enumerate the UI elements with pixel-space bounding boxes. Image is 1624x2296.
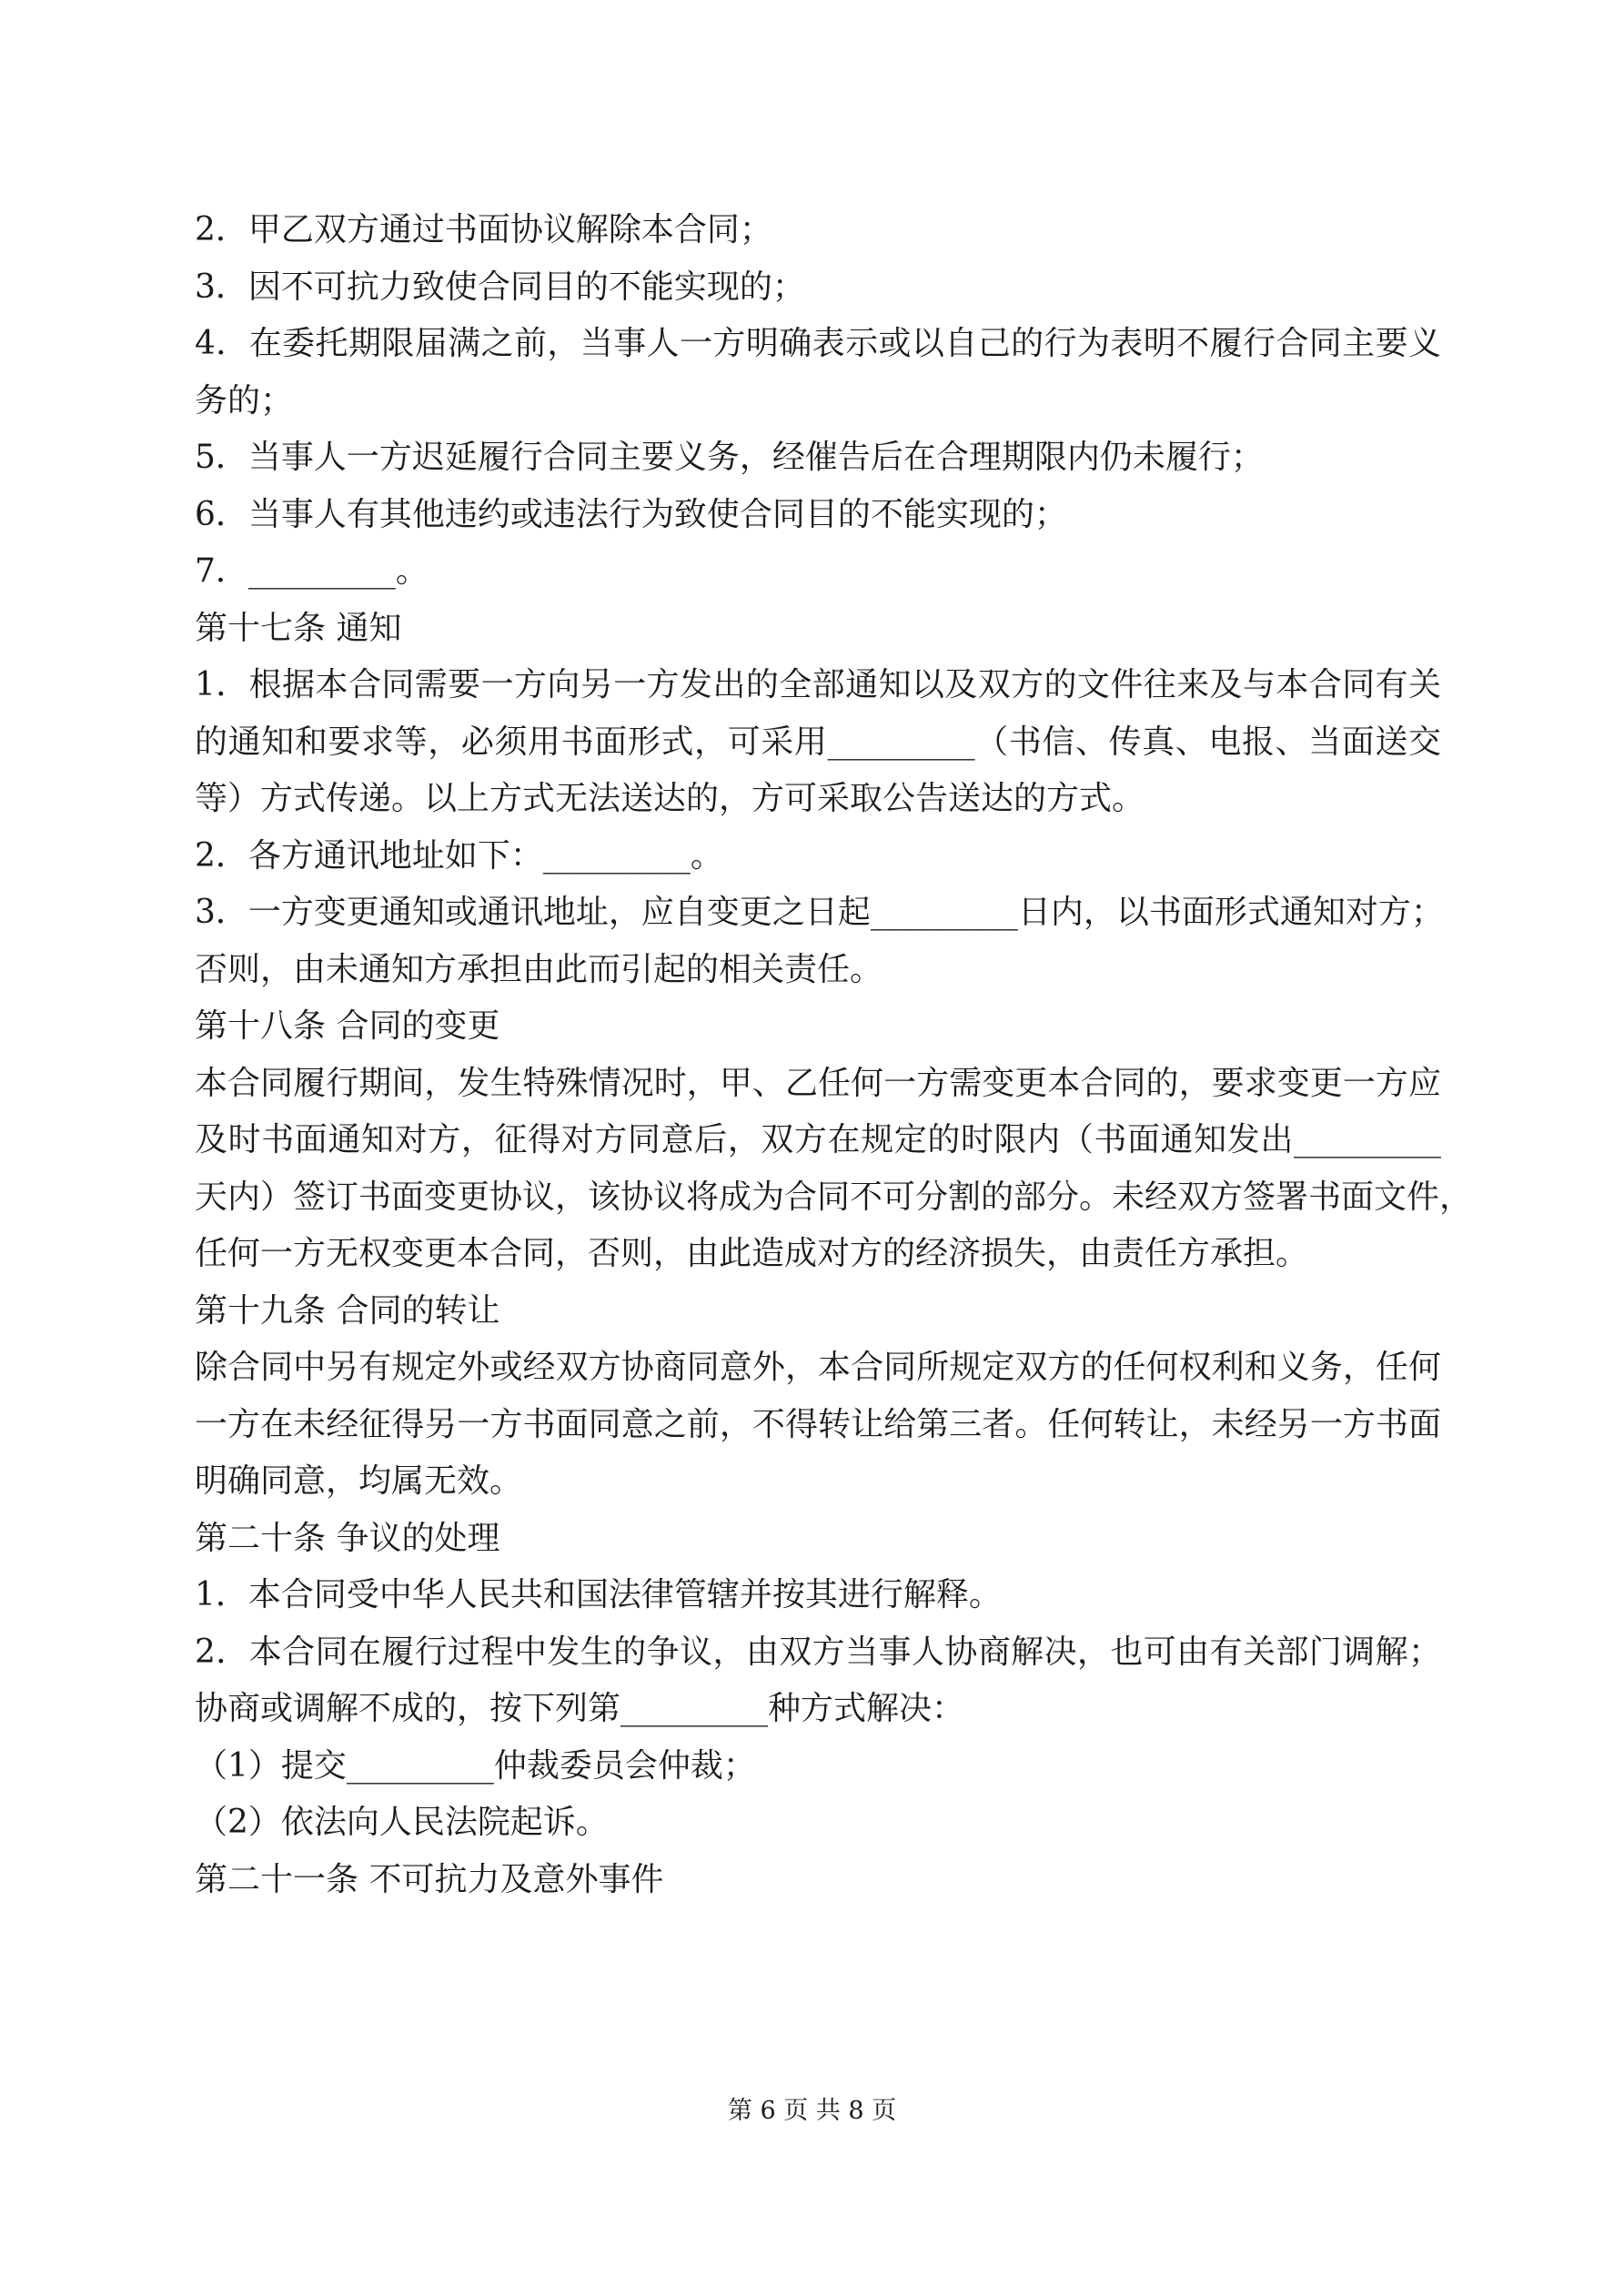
clause-line: （1）提交_________仲裁委员会仲裁；	[195, 1746, 756, 1785]
clause-line: 等）方式传递。以上方式无法送达的，方可采取公告送达的方式。	[195, 780, 1145, 817]
clause-line: 及时书面通知对方，征得对方同意后，双方在规定的时限内（书面通知发出_________	[195, 1121, 1441, 1158]
clause-line: 4．在委托期限届满之前，当事人一方明确表示或以自己的行为表明不履行合同主要义	[195, 325, 1441, 362]
clause-line: 3．因不可抗力致使合同目的不能实现的；	[195, 268, 805, 306]
section-heading: 第十九条 合同的转让	[195, 1291, 500, 1330]
clause-line: 本合同履行期间，发生特殊情况时，甲、乙任何一方需变更本合同的，要求变更一方应	[195, 1064, 1441, 1102]
clause-line: 否则，由未通知方承担由此而引起的相关责任。	[195, 950, 883, 988]
clause-line: 任何一方无权变更本合同，否则，由此造成对方的经济损失，由责任方承担。	[195, 1235, 1309, 1272]
page-number-footer: 第 6 页 共 8 页	[727, 2097, 897, 2125]
clause-line: 天内）签订书面变更协议，该协议将成为合同不可分割的部分。未经双方签署书面文件，	[195, 1178, 1473, 1216]
clause-line: 除合同中另有规定外或经双方协商同意外，本合同所规定双方的任何权利和义务，任何	[195, 1349, 1441, 1386]
clause-line: 协商或调解不成的，按下列第_________种方式解决：	[195, 1690, 965, 1727]
clause-line: 2．甲乙双方通过书面协议解除本合同；	[195, 211, 772, 248]
clause-line: 2．本合同在履行过程中发生的争议，由双方当事人协商解决，也可由有关部门调解；	[195, 1633, 1441, 1671]
section-heading: 第二十一条 不可抗力及意外事件	[195, 1860, 664, 1898]
section-heading: 第二十条 争议的处理	[195, 1519, 500, 1557]
clause-line: 明确同意，均属无效。	[195, 1462, 523, 1500]
section-heading: 第十八条 合同的变更	[195, 1007, 500, 1045]
clause-line: 务的；	[195, 381, 294, 420]
clause-line: 7．_________。	[195, 552, 429, 590]
clause-line: 2．各方通讯地址如下：_________。	[195, 836, 723, 875]
clause-line: （2）依法向人民法院起诉。	[195, 1804, 609, 1841]
clause-line: 3．一方变更通知或通讯地址，应自变更之日起_________日内，以书面形式通知对方；	[195, 894, 1444, 931]
contract-body	[195, 202, 1473, 1908]
clause-line: 6．当事人有其他违约或违法行为致使合同目的不能实现的；	[195, 495, 1067, 533]
clause-line: 的通知和要求等，必须用书面形式，可采用_________（书信、传真、电报、当面送交	[195, 723, 1441, 761]
clause-line: 5．当事人一方迟延履行合同主要义务，经催告后在合理期限内仍未履行；	[195, 439, 1264, 476]
clause-line: 1．本合同受中华人民共和国法律管辖并按其进行解释。	[195, 1576, 1002, 1613]
clause-line: 一方在未经征得另一方书面同意之前，不得转让给第三者。任何转让，未经另一方书面	[195, 1405, 1441, 1443]
section-heading: 第十七条 通知	[195, 609, 402, 647]
clause-line: 1．根据本合同需要一方向另一方发出的全部通知以及双方的文件往来及与本合同有关	[195, 666, 1441, 703]
